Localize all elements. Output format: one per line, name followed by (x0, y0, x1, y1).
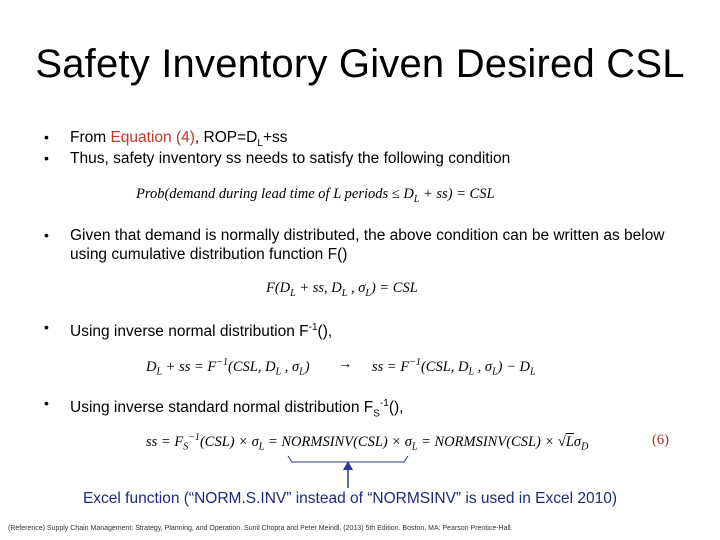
bullet-dot: • (44, 319, 49, 335)
equation-number: (6) (652, 432, 669, 448)
equation-inverse-left: $D_L$ + ss = $F^{-1}(CSL$, $D_L$ , $\sigma_L$) (146, 357, 310, 378)
bullet-text-part: , ROP=D (194, 129, 258, 146)
bullet-text-part: Using inverse standard normal distribution F (70, 399, 374, 417)
superscript: -1 (379, 398, 389, 409)
implies-arrow: → (338, 356, 353, 372)
reference-citation: (Reference) Supply Chain Management: Strategy, Planning, and Operation. Sunil Chopra and Peter Meindl. (2013) 5th Edition. Boston, MA: Pearson Prentice-Hall. (8, 525, 513, 532)
superscript: -1 (308, 322, 318, 333)
bullet-dot: • (44, 129, 49, 145)
bullet-dot: • (44, 395, 49, 411)
bullet-dot: • (44, 227, 49, 243)
subscript: L (257, 138, 263, 150)
bullet-text-part: From (70, 129, 111, 146)
bullet-text-part: (), (388, 399, 404, 417)
bullet-text-part: +ss (262, 129, 288, 146)
slide-title: Safety Inventory Given Desired CSL (35, 42, 685, 86)
equation-inverse-right: ss = $F^{-1}(CSL$, $D_L$ , $\sigma_L) - D_L$ (372, 357, 536, 378)
equation-cdf: $F(D_L$ + ss, $D_L$ , $\sigma_L$) = CSL (266, 280, 418, 299)
bullet-text-part: Using inverse normal distribution F (70, 323, 309, 341)
subscript: S (373, 408, 380, 420)
equation-4-link[interactable]: Equation (4) (110, 129, 195, 146)
bullet-text: Thus, safety inventory ss needs to satisfy the following condition (70, 150, 511, 167)
excel-note: Excel function (“NORM.S.INV” instead of “NORMSINV” is used in Excel 2010) (82, 490, 618, 507)
bullet-text: Given that demand is normally distributed, the above condition can be written as below using cumulative distribution function F() (70, 227, 665, 263)
bullet-dot: • (44, 150, 49, 166)
equation-probability: Prob(demand during lead time of L periods ≤ $D_L + ss$) = CSL (136, 186, 495, 205)
equation-safety-stock: ss = $F_S^{-1}(CSL) \times \sigma_L$ = NORMSINV(CSL) × $\sigma_L$ = NORMSINV(CSL) × $√L\sigma_D$ (146, 432, 589, 453)
bullet-text-part: (), (317, 323, 333, 341)
